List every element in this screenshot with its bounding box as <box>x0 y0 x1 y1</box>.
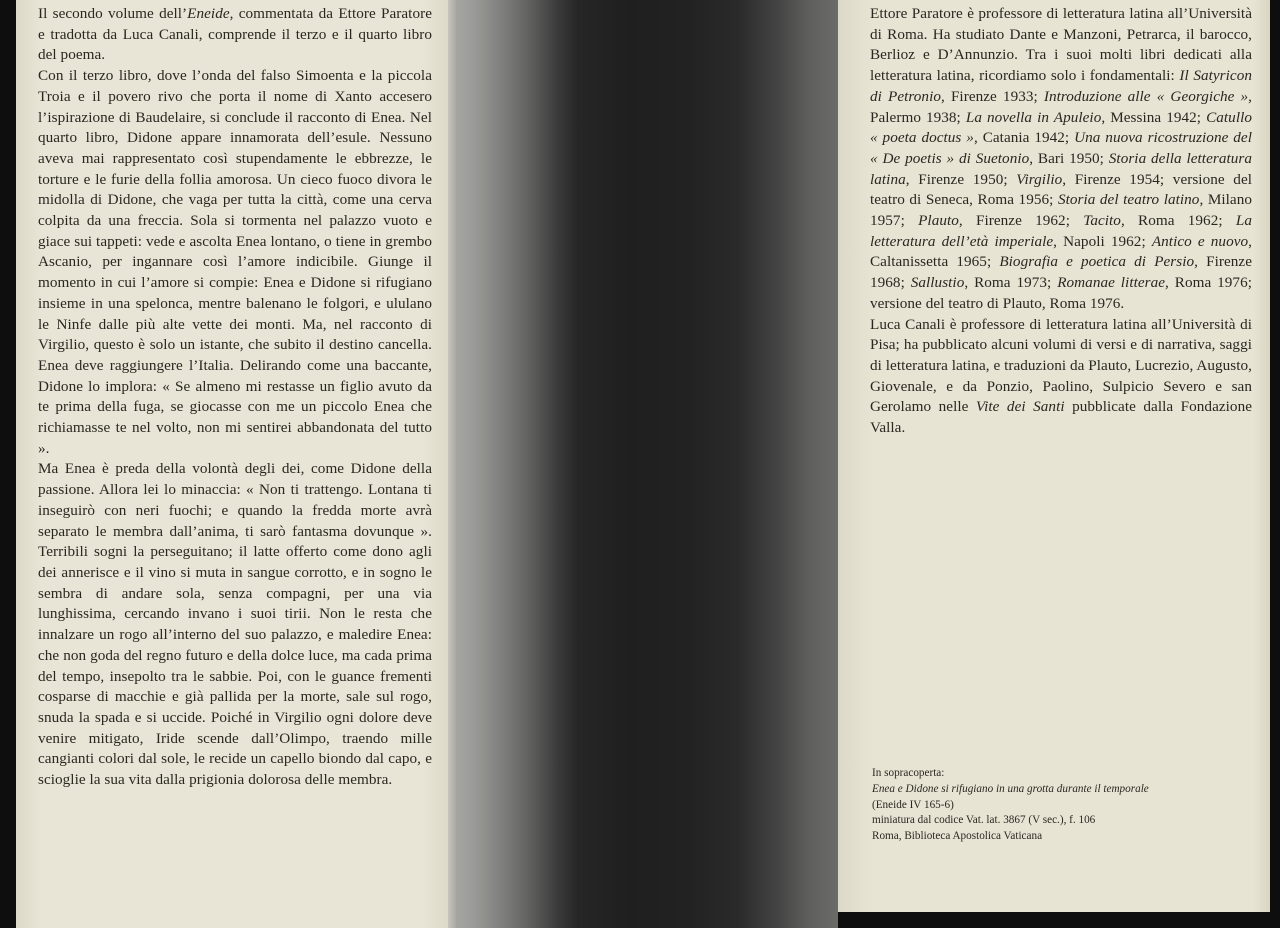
back-flap <box>838 0 1270 912</box>
caption-heading: In sopracoperta: <box>872 767 945 779</box>
cover-caption <box>872 766 1262 845</box>
paragraph <box>38 459 432 790</box>
caption-title: Enea e Didone si rifugiano in una grotta durante il temporale <box>872 782 1149 795</box>
text-run: Il secondo volume dell’ <box>38 5 188 22</box>
italic-text-run: La letteratura dell’età imperiale <box>870 212 1252 250</box>
text-run: , Firenze 1962; <box>958 212 1084 230</box>
text-run: Ma Enea è preda della volontà degli dei, come Didone della passione. Allora lei lo minaccia: « Non ti trattengo. Lontana ti inseguirò con neri fuochi; e quando la fredda morte avrà separato le membra dall’anima, ti sarò fantasma dovunque ». Terribili sogni la perseguitano; il latte offerto come dono agli dei annerisce e il vino si muta in sangue corrotto, e in sogno le sembra di andare sola, senza compagni, per una via lunghissima, cercando invano i suoi tirii. Non le resta che innalzare un rogo all’interno del suo palazzo, e maledire Enea: che non goda del regno futuro e della dolce luce, ma cada prima del tempo, insepolto tra le sabbie. Poi, con le guance frementi cosparse di macchie e già pallida per la morte, sale sul rogo, snuda la spada e si uccide. Poiché in Virgilio ogni dolore deve venire mitigato, Iride scende dall’Olimpo, traendo mille cangianti colori dal sole, le recide un capello biondo dal capo, e scioglie la sua vita dalla prigionia dolorosa delle membra. <box>38 460 432 789</box>
text-run: , Caltanissetta 1965; <box>870 232 1253 271</box>
text-run: , Roma 1973; <box>964 274 1058 292</box>
italic-text-run: Introduzione alle « Georgiche » <box>1043 87 1249 105</box>
paragraph <box>38 4 432 66</box>
text-run: , Roma 1976; versione del teatro di Plauto, Roma 1976. <box>870 274 1252 312</box>
caption-location: Roma, Biblioteca Apostolica Vaticana <box>872 830 1043 843</box>
italic-text-run: Catullo « poeta doctus » <box>870 108 1252 147</box>
text-run: , Napoli 1962; <box>1053 232 1152 250</box>
text-run: , Roma 1962; <box>1120 212 1236 230</box>
italic-text-run: Vite dei Santi <box>975 398 1065 416</box>
paragraph <box>870 4 1252 315</box>
text-run: , Firenze 1968; <box>870 253 1252 292</box>
caption-source: miniatura dal codice Vat. lat. 3867 (V sec.), f. 106 <box>872 814 1096 827</box>
back-flap-text <box>870 4 1252 439</box>
text-run: , Bari 1950; <box>1029 149 1109 167</box>
front-flap-text <box>38 4 432 791</box>
italic-text-run: Sallustio <box>910 274 965 292</box>
text-run: Con il terzo libro, dove l’onda del falso Simoenta e la piccola Troia e il povero rivo che porta il nome di Xanto accesero l’ispirazione di Baudelaire, si conclude il racconto di Enea. Nel quarto libro, Didone appare innamorata dell’esule. Nessuno aveva mai rappresentato così stupendamente le ebbrezze, le torture e le furie della follia amorosa. Un cieco fuoco divora le midolla di Didone, che vaga per tutta la città, come una cerva colpita da una freccia. Sola si tormenta nel palazzo vuoto e giace sui tappeti: vede e ascolta Enea lontano, o tiene in grembo Ascanio, per ingannare così l’amore indicibile. Giunge il momento in cui l’amore si compie: Enea e Didone si rifugiano insieme in una spelonca, mentre balenano le folgori, e ululano le Ninfe dalle più alte vette dei monti. Ma, nel racconto di Virgilio, questo è solo un istante, che subito il destino cancella. Enea deve raggiungere l’Italia. Delirando come una baccante, Didone lo implora: « Se almeno mi restasse un figlio avuto da te prima della fuga, se giocasse con me un piccolo Enea che richiamasse te nel volto, non mi sentirei abbandonata del tutto ». <box>38 67 432 457</box>
text-run: , commentata da Ettore Paratore e tradotta da Luca Canali, comprende il terzo e il quarto libro del poema. <box>38 5 432 64</box>
text-run: , Milano 1957; <box>870 191 1252 230</box>
text-run: pubblicate dalla Fondazione Valla. <box>870 398 1253 437</box>
italic-text-run: Il Satyricon di Petronio <box>870 67 1252 105</box>
front-flap <box>16 0 448 928</box>
italic-text-run: Plauto <box>918 212 959 230</box>
italic-text-run: Storia del teatro latino <box>1057 191 1200 209</box>
text-run: , Catania 1942; <box>973 129 1075 147</box>
italic-text-run: Tacito <box>1083 212 1121 230</box>
text-run: , Messina 1942; <box>1101 108 1207 126</box>
spine <box>448 0 838 928</box>
italic-text-run: Romanae litterae <box>1057 274 1166 292</box>
italic-text-run: Biografia e poetica di Persio <box>999 253 1195 271</box>
caption-reference: (Eneide IV 165-6) <box>872 798 954 811</box>
text-run: Ettore Paratore è professore di letteratura latina all’Università di Roma. Ha studiato Dante e Manzoni, Petrarca, il barocco, Berlioz e D’Annunzio. Tra i suoi molti libri dedicati alla letteratura latina, ricordiamo solo i fondamentali: <box>870 5 1252 85</box>
italic-text-run: Storia della letteratura latina <box>870 149 1252 188</box>
italic-text-run: Eneide <box>187 5 230 22</box>
text-run: Luca Canali è professore di letteratura latina all’Università di Pisa; ha pubblicato alcuni volumi di versi e di narrativa, saggi di letteratura latina, e traduzioni da Plauto, Lucrezio, Augusto, Giovenale, e da Ponzio, Paolino, Sulpicio Severo e san Gerolamo nelle <box>870 315 1252 416</box>
text-run: , Firenze 1954; versione del teatro di Seneca, Roma 1956; <box>870 170 1253 209</box>
italic-text-run: La novella in Apuleio <box>965 108 1102 126</box>
paragraph <box>870 315 1252 439</box>
spine-edge <box>448 0 456 928</box>
paragraph <box>38 66 432 459</box>
text-run: , Firenze 1950; <box>905 170 1017 188</box>
italic-text-run: Virgilio <box>1016 170 1063 188</box>
text-run: , Firenze 1933; <box>941 87 1044 105</box>
text-run: , Palermo 1938; <box>870 87 1253 126</box>
italic-text-run: Una nuova ricostruzione del « De poetis » di Suetonio <box>870 129 1252 167</box>
italic-text-run: Antico e nuovo <box>1151 232 1249 250</box>
